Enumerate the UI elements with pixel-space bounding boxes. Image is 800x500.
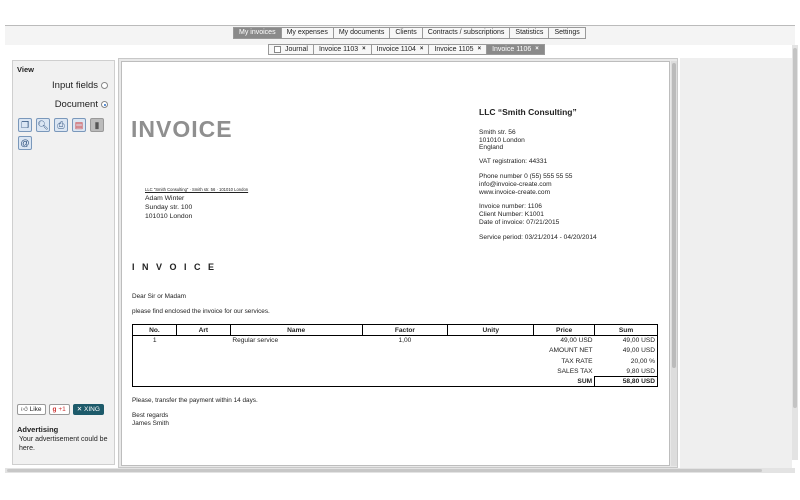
- cell-art: [176, 336, 230, 346]
- tab-label: Invoice 1105: [434, 46, 474, 53]
- tab-journal-label: Journal: [285, 46, 308, 53]
- document-tabs: [268, 44, 545, 55]
- gplus-label: +1: [58, 406, 66, 413]
- close-icon[interactable]: ×: [477, 46, 482, 52]
- document-vertical-scrollbar[interactable]: [671, 61, 677, 466]
- print-icon[interactable]: ⎙: [54, 118, 68, 132]
- invoice-number: Invoice number: 1106: [479, 203, 542, 210]
- client-number: Client Number: K1001: [479, 211, 544, 218]
- xing-button[interactable]: ✕ XING: [73, 404, 104, 415]
- signer-name: James Smith: [132, 419, 169, 427]
- column-header: Art: [176, 325, 230, 336]
- window-vertical-scrollbar[interactable]: [792, 45, 798, 460]
- journal-icon: [274, 46, 281, 53]
- view-heading: View: [17, 65, 34, 74]
- close-icon[interactable]: ×: [362, 46, 366, 52]
- payment-note: Please, transfer the payment within 14 days.: [132, 397, 258, 404]
- tab-journal[interactable]: [269, 45, 314, 54]
- cell-no: 1: [133, 336, 177, 346]
- close-icon[interactable]: ×: [535, 46, 539, 52]
- input-fields-radio[interactable]: [101, 82, 108, 89]
- sum-label: SUM: [534, 377, 595, 387]
- invoice-items-table: [132, 324, 658, 387]
- salutation: Dear Sir or Madam: [132, 293, 186, 300]
- tab-my-documents[interactable]: My documents: [334, 28, 391, 38]
- cell-name: Regular service: [232, 337, 279, 345]
- tab-clients[interactable]: Clients: [390, 28, 422, 38]
- column-header: No.: [133, 325, 177, 336]
- tab-invoice-1103[interactable]: [314, 45, 372, 54]
- tab-label: Invoice 1104: [376, 46, 416, 53]
- google-plus-button[interactable]: g +1: [49, 404, 70, 415]
- column-header: Price: [534, 325, 595, 336]
- recipient-name: Adam Winter: [145, 195, 185, 202]
- input-fields-label: Input fields: [52, 80, 98, 91]
- pdf-icon[interactable]: ▤: [72, 118, 86, 132]
- tab-settings[interactable]: Settings: [554, 29, 580, 36]
- scrollbar-thumb[interactable]: [793, 48, 797, 408]
- main-navigation: [233, 27, 586, 39]
- cell-sum: 49,00 USD: [595, 336, 658, 346]
- company-website: www.invoice-create.com: [479, 188, 551, 196]
- tab-invoice-1105[interactable]: [429, 45, 487, 54]
- column-header: Unity: [448, 325, 534, 336]
- xing-label: XING: [84, 406, 100, 413]
- invoice-date: Date of invoice: 07/21/2015: [479, 218, 560, 226]
- horizontal-scrollbar[interactable]: [5, 468, 795, 473]
- recipient-street: Sunday str. 100: [145, 204, 193, 211]
- total-label: TAX RATE: [561, 357, 593, 365]
- total-row-tax-rate: [133, 356, 658, 366]
- vat-registration: VAT registration: 44331: [479, 158, 548, 165]
- company-country: England: [479, 144, 504, 151]
- facebook-like-button[interactable]: 👍︎ Like: [17, 404, 46, 415]
- cell-price: 49,00 USD: [560, 337, 593, 345]
- tab-statistics[interactable]: Statistics: [510, 28, 549, 38]
- close-icon[interactable]: ×: [419, 46, 424, 52]
- tab-contracts[interactable]: Contracts / subscriptions: [423, 28, 511, 38]
- view-document-option[interactable]: [55, 99, 108, 110]
- total-value: 49,00 USD: [595, 346, 658, 356]
- total-row-sales-tax: [133, 366, 658, 376]
- total-value: 20,00 %: [595, 356, 658, 366]
- table-header-row: [133, 325, 658, 336]
- column-header: Sum: [595, 325, 658, 336]
- sum-value: 58,80 USD: [595, 377, 658, 387]
- invoice-logo-title: INVOICE: [131, 116, 233, 142]
- recipient-address: [145, 194, 192, 221]
- tab-label: Invoice 1106: [492, 46, 532, 53]
- cell-factor: 1,00: [398, 337, 412, 345]
- copy-icon[interactable]: ❐: [18, 118, 32, 132]
- tab-my-invoices[interactable]: My invoices: [234, 28, 282, 38]
- tab-label: Invoice 1103: [318, 46, 359, 53]
- right-panel: [680, 58, 792, 468]
- zoom-icon[interactable]: 🔍︎: [36, 118, 50, 132]
- company-street: Smith str. 56: [479, 129, 516, 136]
- cell-unity: [448, 336, 534, 346]
- sidebar: [12, 60, 115, 465]
- phone-number: Phone number 0 (55) 555 55 55: [479, 173, 573, 180]
- intro-text: please find enclosed the invoice for our services.: [132, 308, 270, 315]
- column-header: Name: [230, 325, 362, 336]
- column-header: Factor: [362, 325, 448, 336]
- advertising-text: Your advertisement could be here.: [19, 436, 108, 452]
- invoice-heading: I N V O I C E: [132, 262, 217, 272]
- total-label: AMOUNT NET: [549, 347, 593, 355]
- company-name: LLC “Smith Consulting”: [479, 107, 577, 117]
- tab-my-expenses[interactable]: My expenses: [282, 28, 334, 38]
- tab-invoice-1106[interactable]: [487, 45, 544, 54]
- toolbar: [18, 118, 114, 150]
- company-email: info@invoice-create.com: [479, 181, 552, 188]
- scrollbar-thumb[interactable]: [7, 469, 762, 472]
- closing-text: Best regards: [132, 412, 169, 419]
- document-radio[interactable]: [101, 101, 108, 108]
- sender-address-line: LLC “Smith Consulting” · Smith str. 56 · 101010 London: [145, 187, 249, 192]
- total-row-amount-net: [133, 346, 658, 356]
- recipient-city: 101010 London: [145, 213, 193, 220]
- total-label: SALES TAX: [557, 368, 593, 376]
- view-input-fields-option[interactable]: [52, 80, 108, 91]
- service-period: Service period: 03/21/2014 - 04/20/2014: [479, 233, 597, 241]
- advertising-title: Advertising: [17, 425, 59, 434]
- archive-icon[interactable]: ▮: [90, 118, 104, 132]
- document-label: Document: [54, 99, 98, 110]
- email-icon[interactable]: @: [18, 136, 32, 150]
- company-city: 101010 London: [479, 136, 525, 144]
- social-buttons: [17, 404, 104, 415]
- total-row-sum: [133, 377, 658, 387]
- scrollbar-thumb[interactable]: [672, 63, 676, 368]
- table-row: [133, 336, 658, 346]
- like-label: Like: [29, 406, 42, 413]
- tab-invoice-1104[interactable]: [372, 45, 430, 54]
- total-value: 9,80 USD: [595, 366, 658, 376]
